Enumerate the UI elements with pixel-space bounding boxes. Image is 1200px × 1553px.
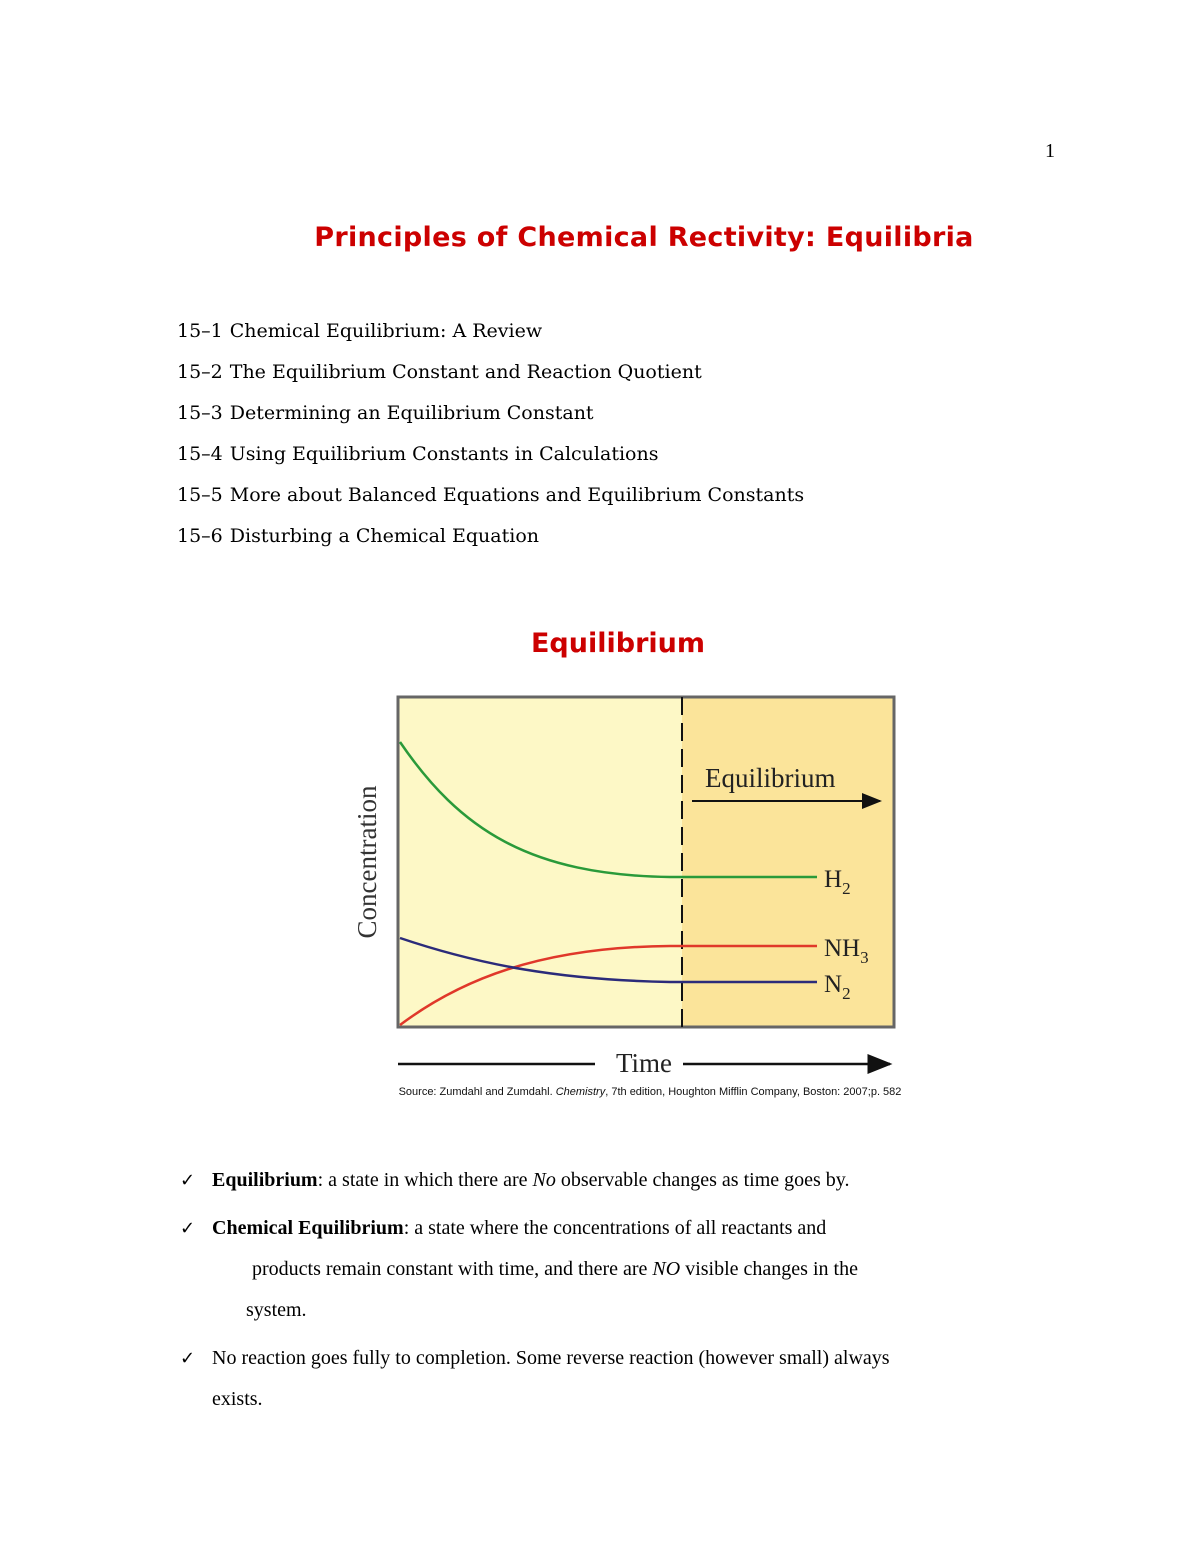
toc-number: 15–4 [177, 443, 223, 465]
toc-item [177, 318, 804, 359]
nh3-label: $NH_3$ [824, 935, 869, 967]
toc-item [177, 359, 804, 400]
check-icon: ✓ [180, 1218, 196, 1239]
toc-text: Using Equilibrium Constants in Calculations [229, 443, 659, 465]
y-axis-label: Concentration [352, 785, 382, 939]
toc-item [177, 523, 804, 564]
check-icon: ✓ [180, 1348, 196, 1369]
toc-number: 15–5 [177, 484, 223, 506]
equilibrium-diagram [340, 690, 910, 1080]
page-title: Principles of Chemical Rectivity: Equilibria [314, 222, 974, 253]
list-item: ✓ No reaction goes fully to completion. Some reverse reaction (however small) always exists. [180, 1338, 1040, 1420]
equilibrium-region [682, 697, 894, 1027]
equilibrium-figure [340, 690, 910, 1080]
toc-item [177, 482, 804, 523]
toc-text: More about Balanced Equations and Equilibrium Constants [229, 484, 805, 506]
toc-text: Disturbing a Chemical Equation [229, 525, 540, 547]
toc-number: 15–6 [177, 525, 223, 547]
toc-number: 15–1 [177, 320, 223, 342]
x-axis-label: Time [615, 1048, 673, 1078]
toc-number: 15–3 [177, 402, 223, 424]
definition-list [180, 1160, 1040, 1427]
toc-text: Chemical Equilibrium: A Review [229, 320, 543, 342]
toc-item [177, 441, 804, 482]
section-title: Equilibrium [530, 628, 705, 659]
check-icon: ✓ [180, 1170, 196, 1191]
toc-item [177, 400, 804, 441]
figure-source-citation: Source: Zumdahl and Zumdahl. Chemistry, 7th edition, Houghton Mifflin Company, Boston: 2007;p. 582 [398, 1086, 902, 1098]
pre-equilibrium-region [398, 697, 682, 1027]
table-of-contents [177, 318, 804, 564]
toc-number: 15–2 [177, 361, 223, 383]
toc-text: The Equilibrium Constant and Reaction Quotient [229, 361, 702, 383]
page-number: 1 [1045, 140, 1055, 162]
toc-text: Determining an Equilibrium Constant [229, 402, 594, 424]
equilibrium-region-label: Equilibrium [705, 763, 836, 793]
h2-label: $H_2$ [824, 866, 851, 898]
list-item: ✓ Equilibrium: a state in which there are No observable changes as time goes by. [180, 1160, 1040, 1201]
n2-label: $N_2$ [824, 971, 851, 1003]
list-item: ✓ Chemical Equilibrium: a state where the concentrations of all reactants and products remain constant with time, and there are NO visible changes in the system. [180, 1208, 1040, 1331]
